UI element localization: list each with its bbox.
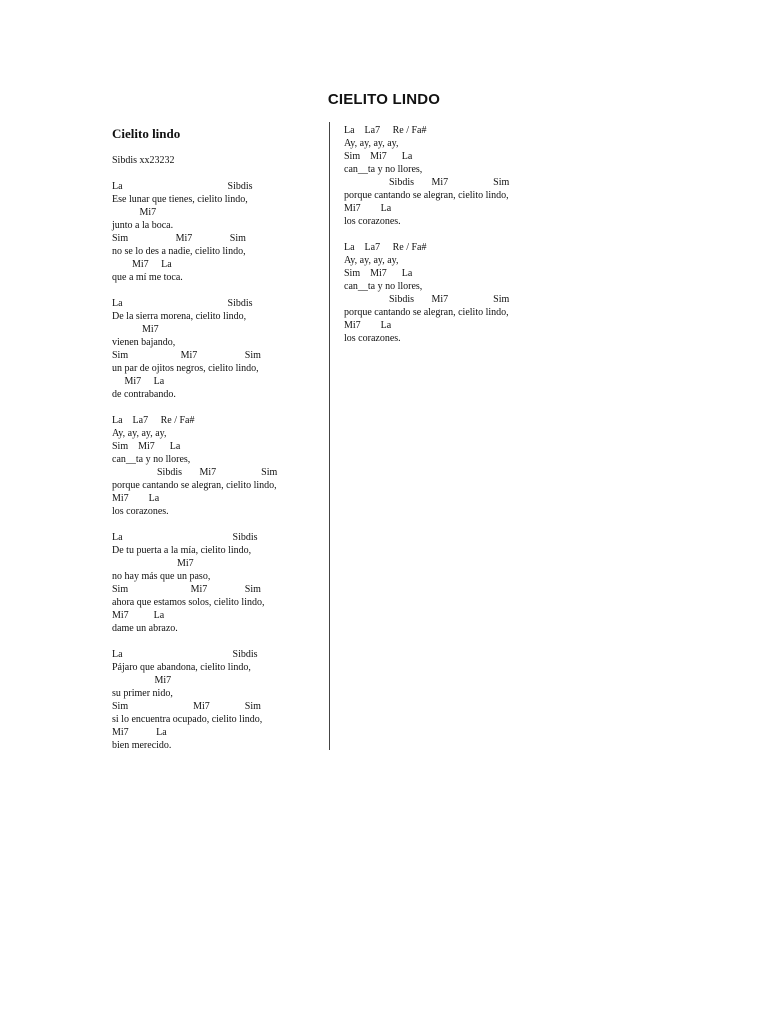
right-column	[344, 124, 544, 358]
right-stanzas	[344, 124, 544, 345]
chord-line: Sim Mi7 La	[112, 441, 181, 452]
lyric-line: de contrabando.	[112, 389, 176, 400]
chord-line: Mi7 La	[112, 727, 167, 738]
lyric-line: can__ta y no llores,	[344, 281, 423, 292]
chord-line: La Sibdis	[112, 649, 258, 660]
chord-line: Sim Mi7 Sim	[112, 701, 261, 712]
lyric-line: can__ta y no llores,	[344, 164, 423, 175]
lyric-line: De la sierra morena, cielito lindo,	[112, 311, 247, 322]
lyric-line: si lo encuentra ocupado, cielito lindo,	[112, 714, 263, 725]
lyric-line: Ay, ay, ay, ay,	[112, 428, 167, 439]
chord-line: Sim Mi7 La	[344, 268, 413, 279]
chord-line: Sibdis Mi7 Sim	[112, 467, 278, 478]
lyric-line: los corazones.	[344, 216, 401, 227]
stanza	[112, 297, 322, 401]
chord-line: Mi7 La	[344, 320, 392, 331]
chord-line: Mi7 La	[112, 259, 172, 270]
lyric-line: Pájaro que abandona, cielito lindo,	[112, 662, 251, 673]
chord-line: Sim Mi7 Sim	[112, 584, 261, 595]
chord-line: Sibdis Mi7 Sim	[344, 294, 510, 305]
stanza	[344, 241, 544, 345]
lyric-line: Ay, ay, ay, ay,	[344, 138, 399, 149]
chord-line: Sim Mi7 Sim	[112, 233, 246, 244]
column-divider	[329, 122, 330, 750]
chord-line: Mi7 La	[112, 610, 165, 621]
stanza	[112, 414, 322, 518]
chord-line: Mi7	[112, 324, 159, 335]
lyric-line: Ese lunar que tienes, cielito lindo,	[112, 194, 248, 205]
chord-line: La Sibdis	[112, 181, 253, 192]
song-title: Cielito lindo	[112, 126, 181, 141]
lyric-line: ahora que estamos solos, cielito lindo,	[112, 597, 265, 608]
stanza	[112, 531, 322, 635]
lyric-line: porque cantando se alegran, cielito lindo,	[344, 307, 509, 318]
lyric-line: junto a la boca.	[112, 220, 174, 231]
left-column	[112, 126, 322, 765]
chord-line: Mi7 La	[344, 203, 392, 214]
lyric-line: De tu puerta a la mía, cielito lindo,	[112, 545, 252, 556]
chord-line: Sibdis Mi7 Sim	[344, 177, 510, 188]
lyric-line: porque cantando se alegran, cielito lindo,	[112, 480, 277, 491]
lyric-line: bien merecido.	[112, 740, 172, 751]
chord-line: Mi7	[112, 675, 172, 686]
stanza	[112, 180, 322, 284]
left-stanzas	[112, 180, 322, 752]
chord-line: Sim Mi7 Sim	[112, 350, 261, 361]
chord-line: Mi7	[112, 558, 194, 569]
chord-line: La La7 Re / Fa#	[112, 415, 195, 426]
lyric-line: un par de ojitos negros, cielito lindo,	[112, 363, 259, 374]
chord-line: Mi7	[112, 207, 157, 218]
lyric-line: dame un abrazo.	[112, 623, 178, 634]
page-title: CIELITO LINDO	[327, 91, 441, 108]
chord-line: La La7 Re / Fa#	[344, 125, 427, 136]
chord-line: La Sibdis	[112, 532, 258, 543]
lyric-line: no se lo des a nadie, cielito lindo,	[112, 246, 246, 257]
chord-line: La Sibdis	[112, 298, 253, 309]
chord-line: La La7 Re / Fa#	[344, 242, 427, 253]
lyric-line: que a mí me toca.	[112, 272, 183, 283]
lyric-line: porque cantando se alegran, cielito lindo,	[344, 190, 509, 201]
chord-line: Mi7 La	[112, 493, 160, 504]
lyric-line: can__ta y no llores,	[112, 454, 191, 465]
chord-line: Sim Mi7 La	[344, 151, 413, 162]
lyric-line: vienen bajando,	[112, 337, 176, 348]
lyric-line: los corazones.	[112, 506, 169, 517]
lyric-line: los corazones.	[344, 333, 401, 344]
lyric-line: no hay más que un paso,	[112, 571, 211, 582]
chord-line: Mi7 La	[112, 376, 165, 387]
stanza	[112, 648, 322, 752]
lyric-line: Ay, ay, ay, ay,	[344, 255, 399, 266]
lyric-line: su primer nido,	[112, 688, 173, 699]
stanza	[344, 124, 544, 228]
chord-tuning: Sibdis xx23232	[112, 155, 175, 166]
